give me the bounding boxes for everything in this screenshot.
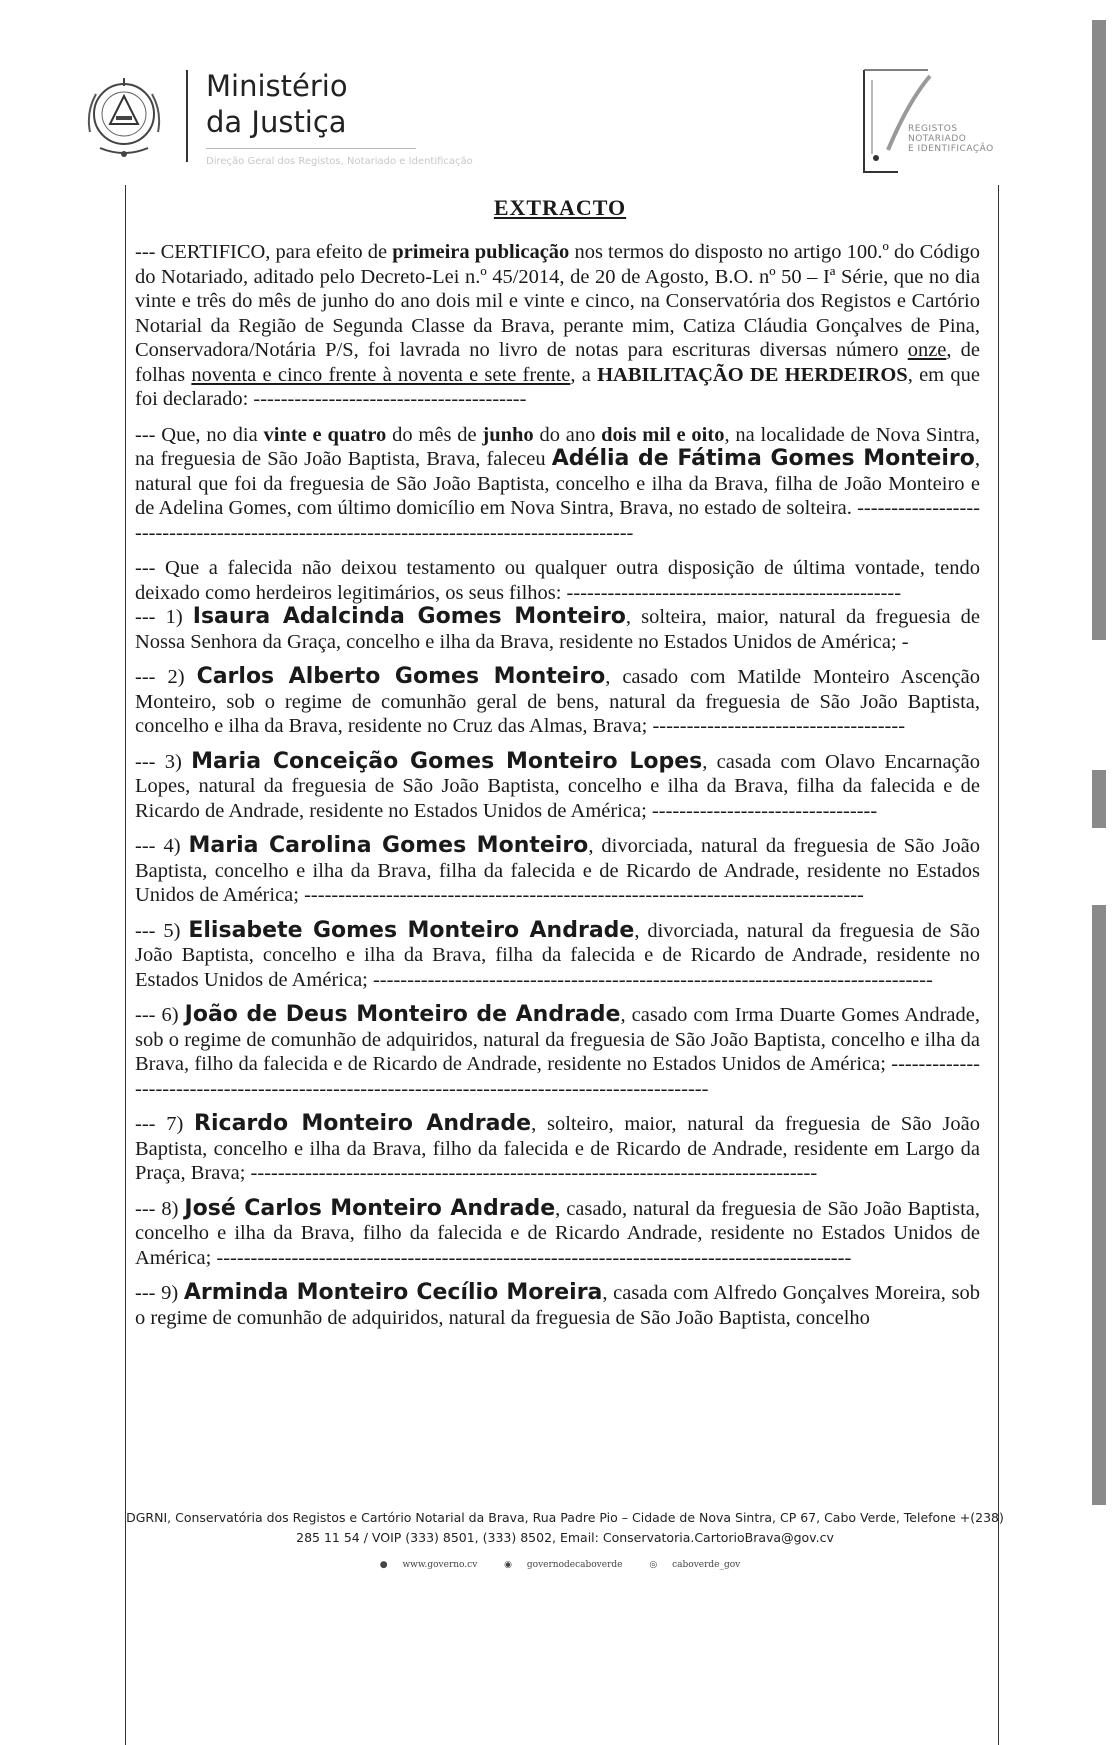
heir-entry xyxy=(135,1197,980,1271)
heir-number: --- 8) xyxy=(135,1197,185,1220)
ministry-subtitle: Direção Geral dos Registos, Notariado e Identificação xyxy=(206,156,473,167)
heir-entry xyxy=(135,1003,980,1101)
globe-icon: ● xyxy=(379,1560,388,1570)
heir-name: Ricardo Monteiro Andrade xyxy=(194,1111,532,1136)
heir-number: --- 1) xyxy=(135,606,193,628)
heir-entry xyxy=(135,919,980,993)
heir-details: , casado com Irma Duarte Gomes Andrade, sob o regime de comunhão de adquiridos, natural da freguesia de São João Baptista, concelho e ilha da Brava, filho da falecida e de Ricardo de Andrade, residente no Estados Unidos de América; ------------------------------------------------------------------------------------------------- xyxy=(135,1004,980,1100)
certification-paragraph xyxy=(135,240,980,412)
facebook-link-text: governodecaboverde xyxy=(526,1560,623,1570)
heirs-intro: --- Que a falecida não deixou testamento ou qualquer outra disposição de última vontade, tendo deixado como herdeiros legitimários, os seus filhos: ------------------------------------------------- xyxy=(135,557,980,604)
heir-details: , casada com Alfredo Gonçalves Moreira, sob o regime de comunhão de adquiridos, natural da freguesia de São João Baptista, concelho xyxy=(135,1282,980,1329)
text-run: --- CERTIFICO, para efeito de xyxy=(135,241,393,263)
heir-details: , solteiro, maior, natural da freguesia de São João Baptista, concelho e ilha da Brava, filho da falecida e de Ricardo de Andrade, residente em Largo da Praça, Brava; ----------------------------------------------------------------------------------- xyxy=(135,1113,980,1184)
heir-details: , divorciada, natural da freguesia de São João Baptista, concelho e ilha da Brava, filha da falecida e de Ricardo de Andrade, residente no Estados Unidos de América; ---------------------------------------------------------------------------------- xyxy=(135,919,980,991)
deed-type: HABILITAÇÃO DE HERDEIROS xyxy=(597,363,908,386)
heir-name: Elisabete Gomes Monteiro Andrade xyxy=(188,917,635,943)
heir-details: , casada com Olavo Encarnação Lopes, natural da freguesia de São João Baptista, concelho e ilha da Brava, filha da falecida e de Ricardo de Andrade, residente no Estados Unidos de América; --------------------------------- xyxy=(135,750,980,822)
folio-range: noventa e cinco frente à noventa e sete frente xyxy=(191,363,571,386)
text-run: , natural que foi da freguesia de São João Baptista, concelho e ilha da Brava, filha de João Monteiro e de Adelina Gomes, com último domicílio em Nova Sintra, Brava, no estado de solteira. ------------------------------------------------------------------------------------------- xyxy=(135,448,980,544)
heir-details: , casado com Matilde Monteiro Ascenção Monteiro, sob o regime de comunhão geral de bens, natural da freguesia de São João Baptista, concelho e ilha da Brava, residente no Cruz das Almas, Brava; ------------------------------------- xyxy=(135,666,980,737)
death-month: junho xyxy=(482,423,534,446)
social-links xyxy=(0,1560,1120,1570)
death-paragraph xyxy=(135,423,980,546)
heir-entry xyxy=(135,750,980,824)
footer-address xyxy=(90,1508,1040,1548)
heir-name: Isaura Adalcinda Gomes Monteiro xyxy=(192,604,626,629)
heir-number: --- 6) xyxy=(135,1004,185,1026)
instagram-icon: ◎ xyxy=(649,1560,658,1570)
heir-number: --- 2) xyxy=(135,666,197,688)
registry-line3: E IDENTIFICAÇÃO xyxy=(908,144,994,154)
heir-name: Maria Conceição Gomes Monteiro Lopes xyxy=(191,748,703,774)
text-run: nos termos do disposto no artigo 100.º do Código do Notariado, aditado pelo Decreto-Lei n.º 45/2014, de 20 de Agosto, B.O. nº 50 – Iª Série, que no dia vinte e três do mês de junho do ano dois mil e vinte e cinco, na Conservatória dos Registos e Cartório Notarial da Região de Segunda Classe da Brava, perante mim, Catiza Cláudia Gonçalves de Pina, Conservadora/Notária P/S, foi lavrada no livro de notas para escrituras diversas número xyxy=(135,241,980,361)
heir-entry xyxy=(135,665,980,739)
web-link[interactable] xyxy=(374,1560,484,1570)
heir-details: , casado, natural da freguesia de São João Baptista, concelho e ilha da Brava, filho da falecida e de Ricardo Andrade, residente no Estados Unidos de América; --------------------------------------------------------------------------------------------- xyxy=(135,1197,980,1269)
header-divider xyxy=(186,70,188,162)
scan-edge-mark xyxy=(1092,770,1106,828)
death-day: vinte e quatro xyxy=(263,423,387,446)
publication-type: primeira publicação xyxy=(392,241,570,263)
text-run: , de folhas xyxy=(135,339,980,386)
text-run: do mês de xyxy=(386,423,483,446)
text-run: , em que foi declarado: ---------------------------------------- xyxy=(135,363,980,410)
heir-number: --- 7) xyxy=(135,1113,195,1135)
ministry-name-line1: Ministério xyxy=(206,69,348,103)
heir-entry xyxy=(135,1112,980,1186)
registry-line1: REGISTOS xyxy=(908,124,958,134)
heir-name: Arminda Monteiro Cecílio Moreira xyxy=(183,1280,603,1305)
heir-name: José Carlos Monteiro Andrade xyxy=(184,1195,556,1221)
scan-edge-mark xyxy=(1092,20,1106,640)
heir-number: --- 9) xyxy=(135,1282,184,1304)
heir-number: --- 4) xyxy=(135,835,189,857)
registos-notariado-logo-icon xyxy=(858,62,938,180)
document-title: EXTRACTO xyxy=(493,195,627,220)
heir-name: Maria Carolina Gomes Monteiro xyxy=(188,833,589,858)
instagram-link[interactable] xyxy=(643,1560,746,1570)
text-run: , na localidade de Nova Sintra, na freguesia de São João Baptista, Brava, faleceu xyxy=(135,423,980,470)
document-body xyxy=(135,240,980,1330)
heir-entry xyxy=(135,1281,980,1330)
heir-details: , divorciada, natural da freguesia de São João Baptista, concelho e ilha da Brava, filha da falecida e de Ricardo de Andrade, residente no Estados Unidos de América; ---------------------------------------------------------------------------------- xyxy=(135,835,980,906)
web-link-text: www.governo.cv xyxy=(402,1560,478,1570)
heir-number: --- 3) xyxy=(135,750,192,773)
death-year: dois mil e oito xyxy=(601,423,725,446)
heir-number: --- 5) xyxy=(135,919,189,942)
heirs-list xyxy=(135,605,980,1330)
text-run: , a xyxy=(570,363,598,386)
instagram-link-text: caboverde_gov xyxy=(672,1560,741,1570)
registry-label xyxy=(908,124,994,154)
facebook-link[interactable] xyxy=(498,1560,628,1570)
facebook-icon: ◉ xyxy=(504,1560,513,1570)
heir-entry xyxy=(135,605,980,654)
footer-line1: DGRNI, Conservatória dos Registos e Cartório Notarial da Brava, Rua Padre Pio – Cidade de Nova Sintra, CP 67, Cabo Verde, Telefone +(238) xyxy=(126,1510,1004,1525)
heir-name: João de Deus Monteiro de Andrade xyxy=(184,1002,621,1027)
heir-details: , solteira, maior, natural da freguesia de Nossa Senhora da Graça, concelho e ilha da Brava, residente no Estados Unidos de América; - xyxy=(135,606,981,653)
ministry-name xyxy=(206,68,348,140)
cabo-verde-coat-of-arms-icon xyxy=(78,72,170,164)
text-run: do ano xyxy=(533,423,602,446)
heir-name: Carlos Alberto Gomes Monteiro xyxy=(196,664,606,689)
heir-entry xyxy=(135,834,980,908)
scan-edge-mark xyxy=(1092,905,1106,1505)
footer-line2: 285 11 54 / VOIP (333) 8501, (333) 8502, Email: Conservatoria.CartorioBrava@gov.cv xyxy=(296,1530,834,1545)
registry-line2: NOTARIADO xyxy=(908,134,967,144)
ministry-name-line2: da Justiça xyxy=(206,105,347,139)
deceased-name: Adélia de Fátima Gomes Monteiro xyxy=(551,446,975,471)
text-run: --- Que, no dia xyxy=(135,423,264,446)
book-number: onze xyxy=(907,339,947,361)
ministry-underline xyxy=(206,148,416,149)
